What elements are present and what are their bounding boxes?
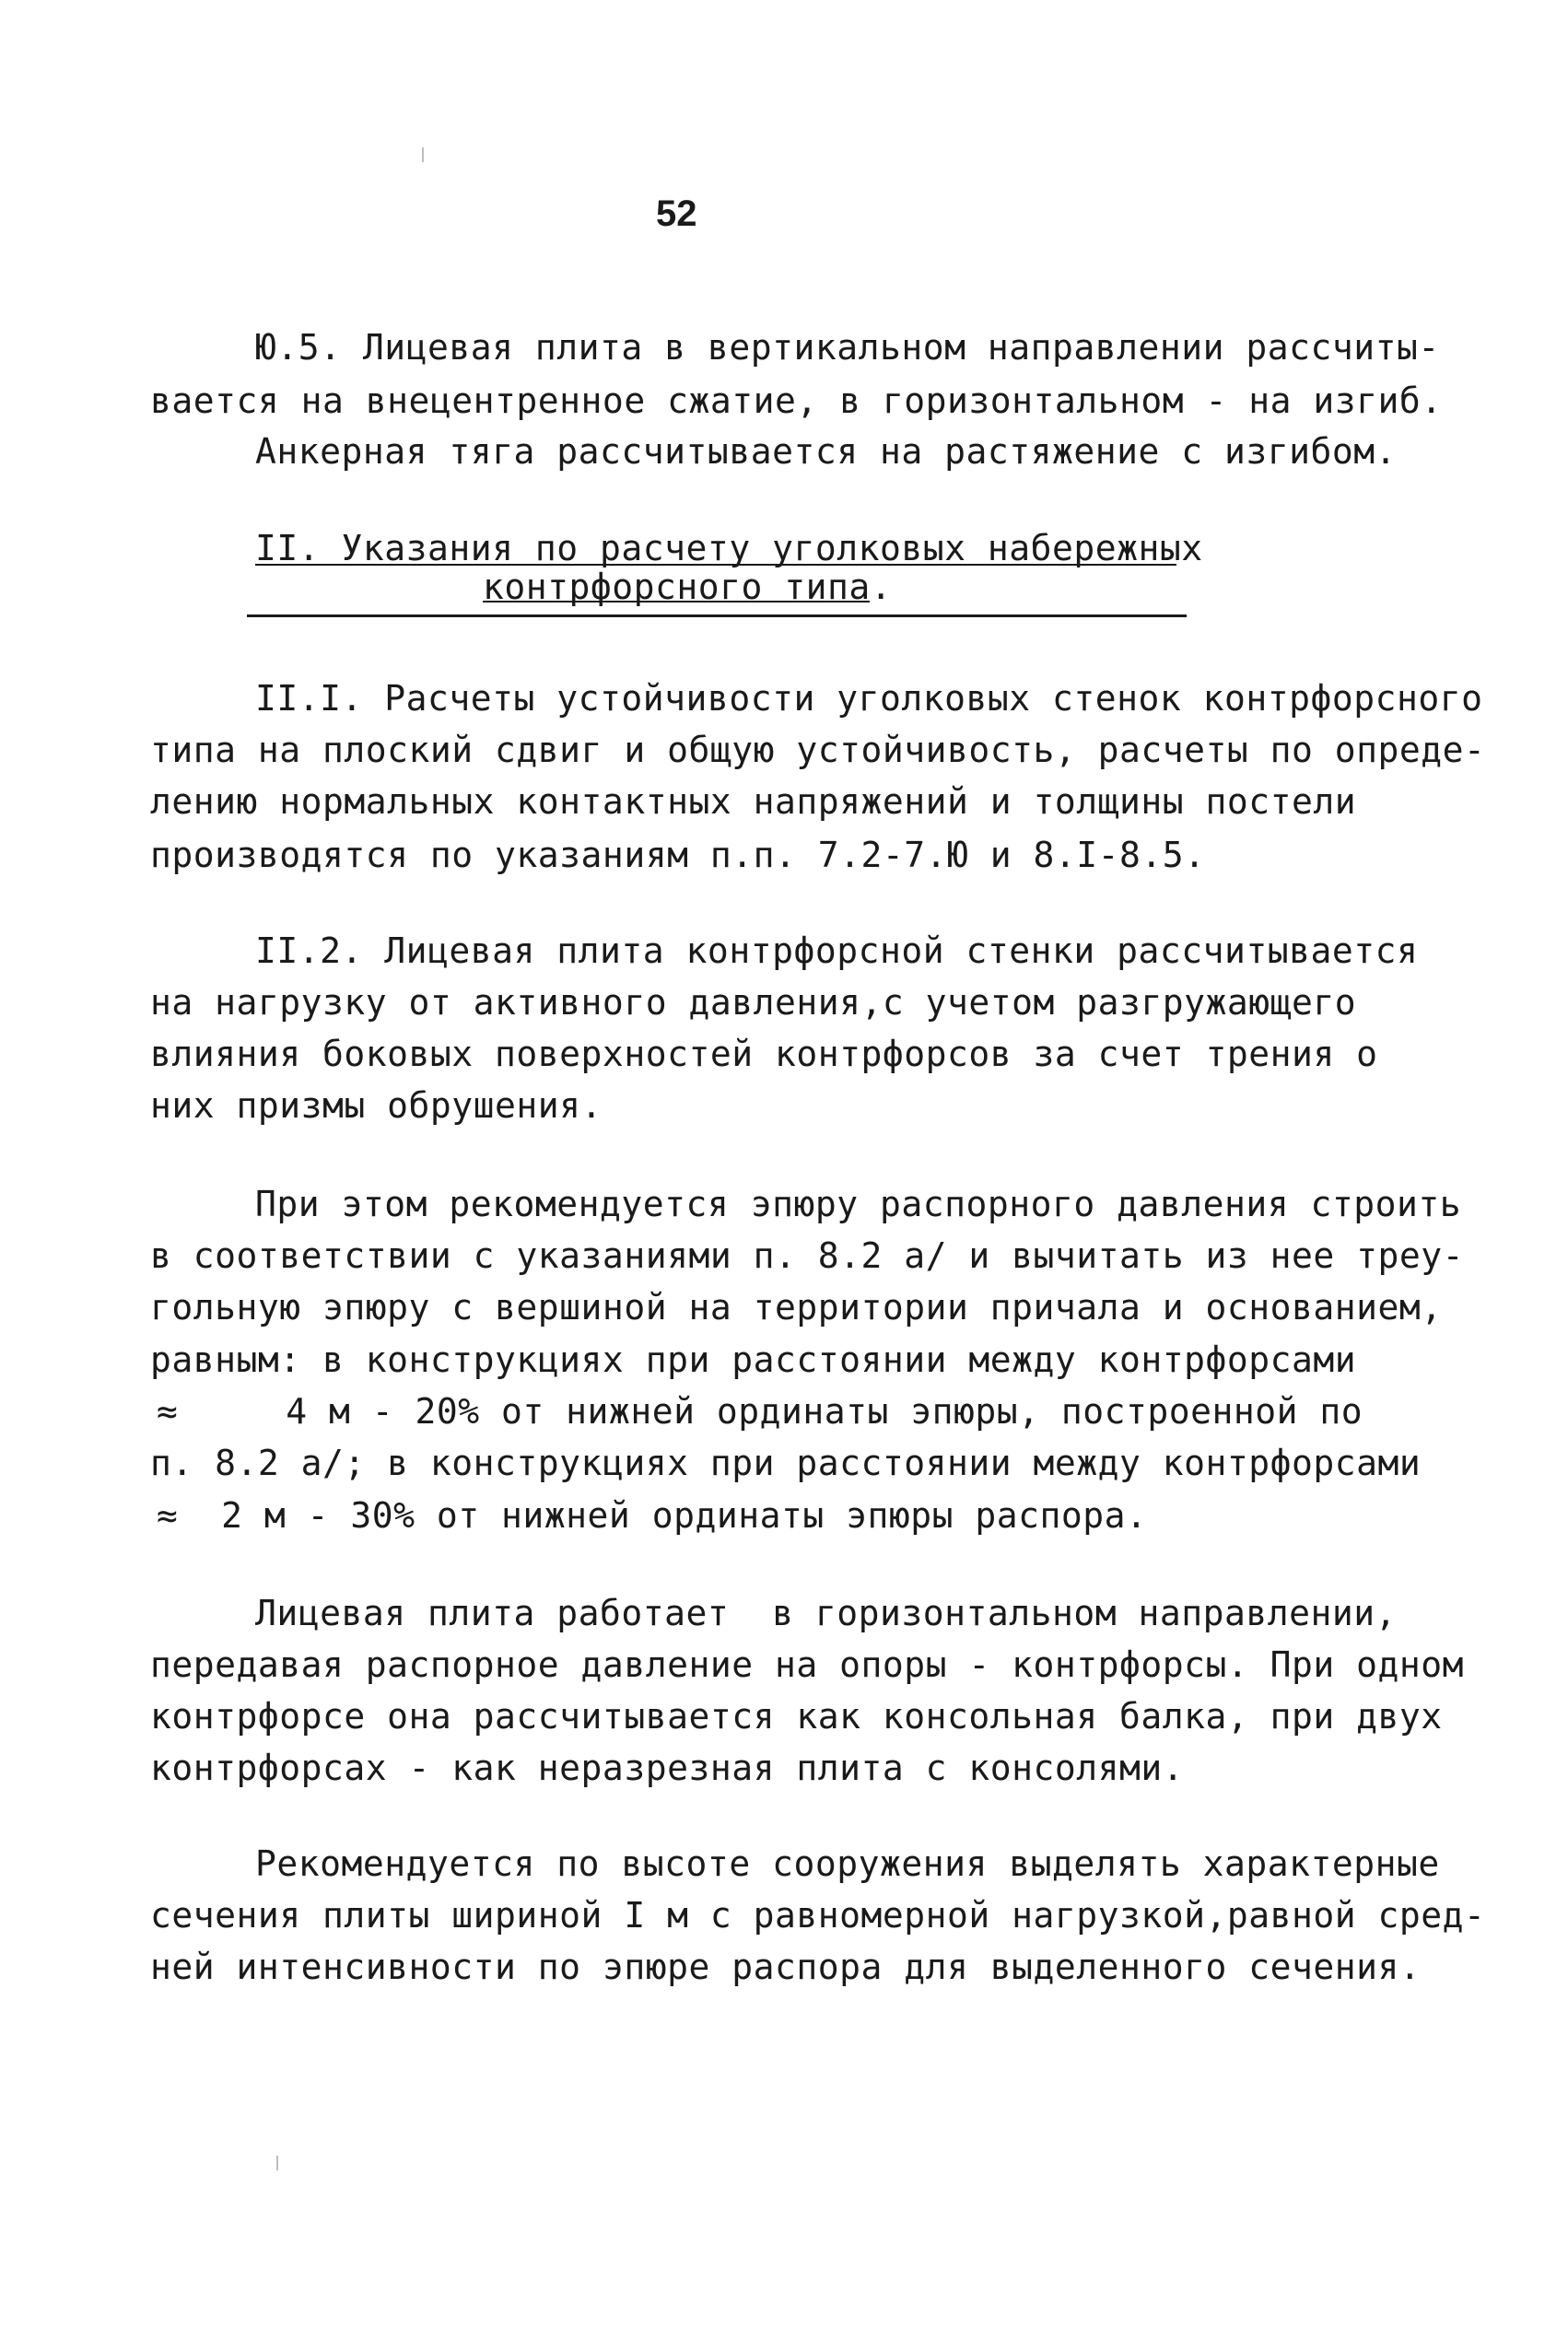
paragraph-4-line-2: передавая распорное давление на опоры - контрфорсы. При одном [150, 1644, 1465, 1685]
section-11-1-line-3: лению нормальных контактных напряжений и толщины постели [150, 781, 1357, 822]
paragraph-4-line-3: контрфорсе она рассчитывается как консольная балка, при двух [150, 1696, 1443, 1737]
section-11-2-line-4: них призмы обрушения. [150, 1085, 603, 1126]
section-10-5-line-1: Ю.5. Лицевая плита в вертикальном направлении рассчиты- [255, 327, 1440, 368]
section-11-2-line-3: влияния боковых поверхностей контрфорсов за счет трения о [150, 1034, 1378, 1074]
paragraph-3-line-2: в соответствии с указаниями п. 8.2 а/ и вычитать из нее треу- [150, 1235, 1465, 1276]
paragraph-3-line-5: ≈ 4 м - 20% от нижней ординаты эпюры, построенной по [157, 1391, 1363, 1432]
paragraph-5-line-1: Рекомендуется по высоте сооружения выделять характерные [255, 1843, 1440, 1884]
section-10-5-line-3: Анкерная тяга рассчитывается на растяжение с изгибом. [255, 431, 1398, 472]
section-11-1-line-1: II.I. Расчеты устойчивости уголковых стенок контрфорсного [255, 678, 1483, 719]
section-11-1-line-2: типа на плоский сдвиг и общую устойчивость, расчеты по опреде- [150, 730, 1486, 770]
heading-11-line-2: контрфорсного типа. [483, 567, 893, 607]
paragraph-3-line-4: равным: в конструкциях при расстоянии между контрфорсами [150, 1339, 1357, 1380]
paragraph-5-line-2: сечения плиты шириной I м с равномерной нагрузкой,равной сред- [150, 1895, 1486, 1936]
paragraph-3-line-7: ≈ 2 м - 30% от нижней ординаты эпюры распора. [157, 1495, 1148, 1536]
paragraph-4-line-1: Лицевая плита работает в горизонтальном направлении, [255, 1593, 1398, 1633]
paragraph-3-line-3: гольную эпюру с вершиной на территории причала и основанием, [150, 1287, 1443, 1328]
section-10-5-line-2: вается на внецентренное сжатие, в горизонтальном - на изгиб. [150, 380, 1443, 421]
paragraph-3-line-6: п. 8.2 а/; в конструкциях при расстоянии между контрфорсами [150, 1443, 1422, 1483]
scan-mark-top [422, 147, 424, 162]
scan-mark-bottom [276, 2156, 278, 2170]
heading-11-underline-2 [483, 601, 870, 602]
heading-11-line-1: II. Указания по расчету уголковых набережных [255, 528, 1203, 568]
page-number: 52 [656, 193, 697, 234]
heading-11-rule [247, 614, 1187, 617]
paragraph-4-line-4: контрфорсах - как неразрезная плита с консолями. [150, 1748, 1185, 1788]
section-11-1-line-4: производятся по указаниям п.п. 7.2-7.Ю и 8.I-8.5. [150, 835, 1206, 875]
section-11-2-line-2: на нагрузку от активного давления,с учетом разгружающего [150, 982, 1357, 1023]
paragraph-3-line-1: При этом рекомендуется эпюру распорного давления строить [255, 1184, 1462, 1224]
paragraph-5-line-3: ней интенсивности по эпюре распора для выделенного сечения. [150, 1947, 1422, 1987]
section-11-2-line-1: II.2. Лицевая плита контрфорсной стенки рассчитывается [255, 930, 1419, 971]
